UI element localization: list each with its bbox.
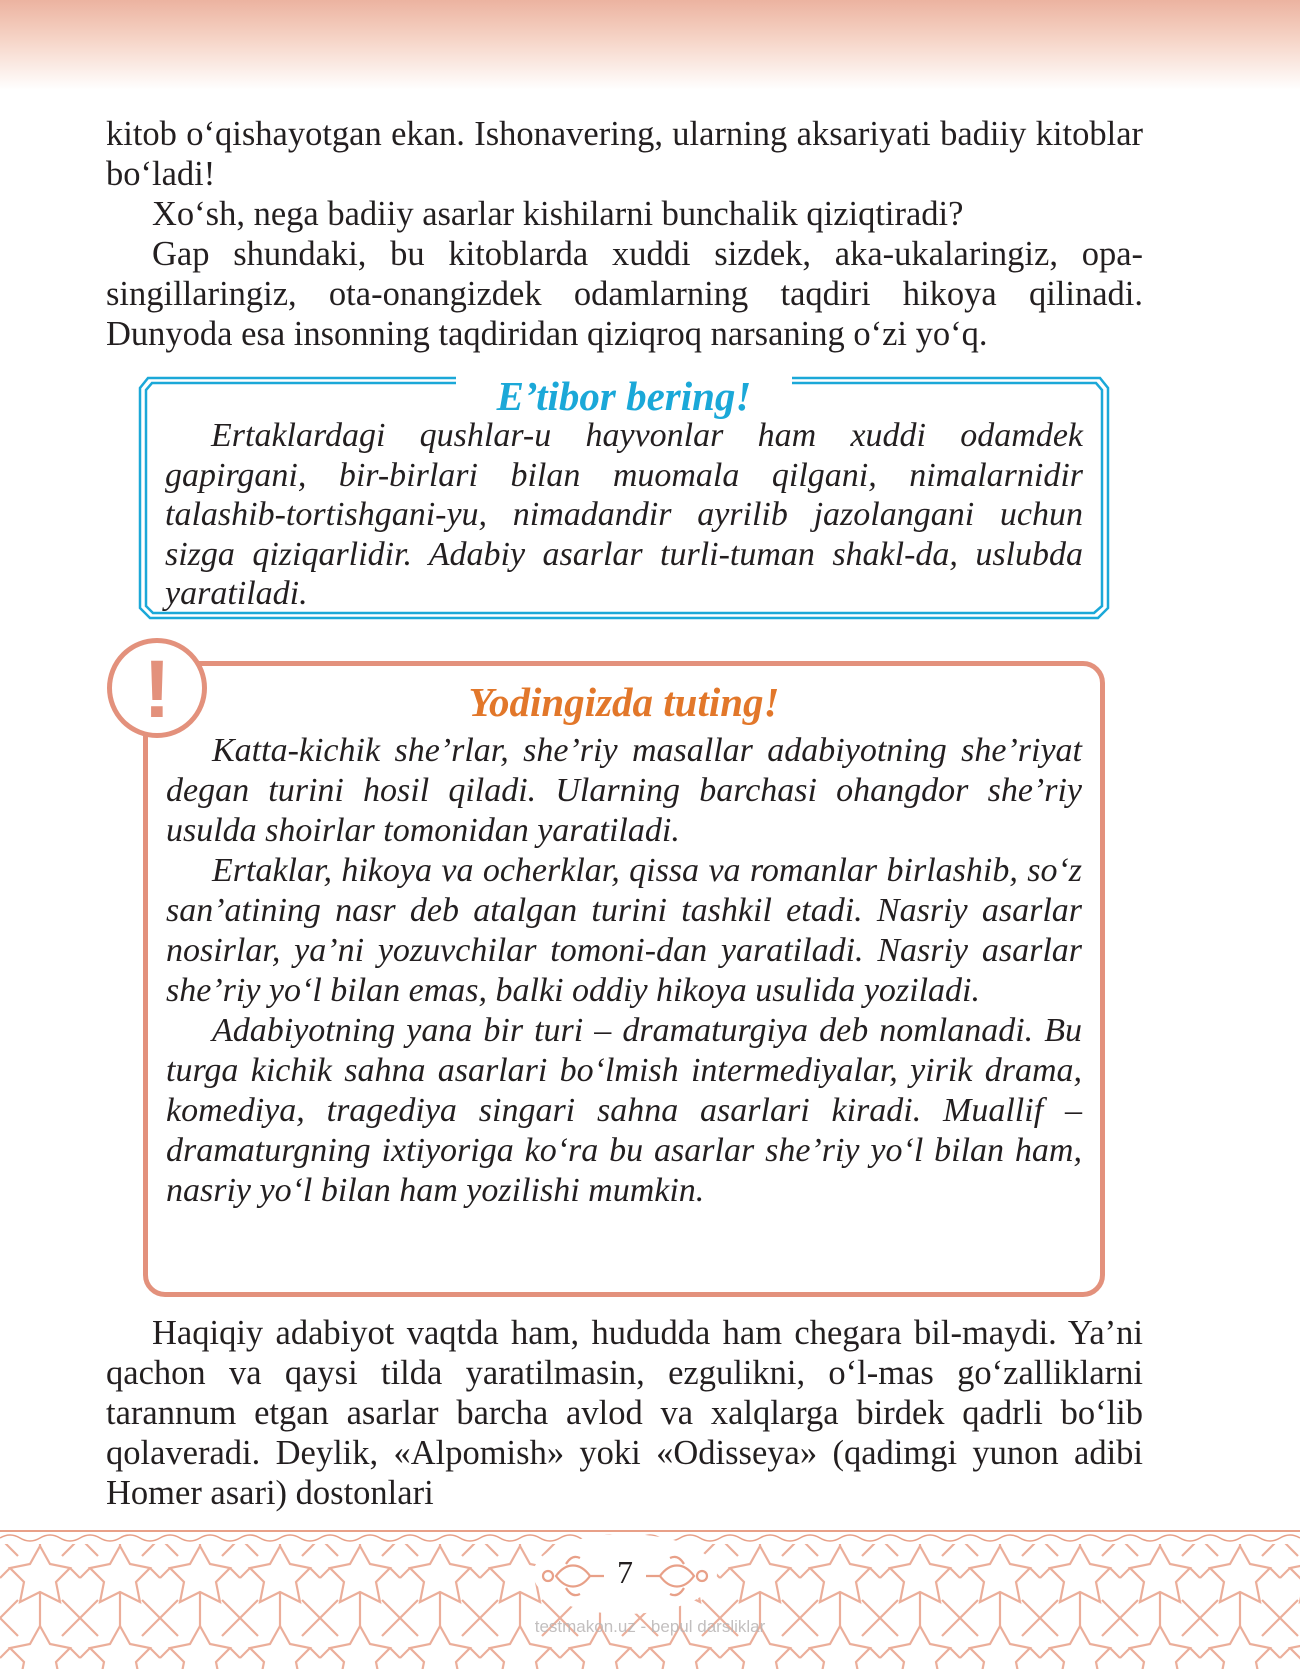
paragraph: kitob o‘qishayotgan ekan. Ishonavering, ularning aksariyati badiiy kitoblar bo‘ladi! [106, 115, 1143, 193]
watermark: testmakon.uz - bepul darsliklar [534, 1617, 766, 1636]
ornament-pattern [0, 1528, 1300, 1669]
paragraph: Gap shundaki, bu kitoblarda xuddi sizdek, aka-ukalaringiz, opa-singillaringiz, ota-onangizdek odamlarning taqdiri hikoya qilinadi. Dunyoda esa insonning taqdiridan qiziqroq narsaning o‘zi yo‘q. [106, 235, 1143, 353]
remember-text [166, 731, 1082, 1211]
paragraph: Xo‘sh, nega badiiy asarlar kishilarni bunchalik qiziqtiradi? [152, 195, 964, 233]
paragraph: Ertaklar, hikoya va ocherklar, qissa va romanlar birlashib, so‘z san’atining nasr deb atalgan turini tashkil etadi. Nasriy asarlar nosirlar, ya’ni yozuvchilar tomoni-dan yaratiladi. Nasriy asarlar she’riy yo‘l bilan emas, balki oddiy hikoya usulida yoziladi. [166, 852, 1082, 1009]
closing-text [106, 1313, 1143, 1513]
header-band [0, 0, 1300, 90]
exclamation-icon: ! [107, 638, 207, 738]
notice-text: Ertaklardagi qushlar-u hayvonlar ham xuddi odamdek gapirgani, bir-birlari bilan muomala qilgani, nimalarnidir talashib-tortishgani-yu, nimadandir ayrilib jazolangani uchun sizga qiziqarlidir. Adabiy asarlar turli-tuman shakl-da, uslubda yaratiladi. [165, 417, 1083, 612]
footer-ornament [0, 1528, 1300, 1669]
paragraph: Haqiqiy adabiyot vaqtda ham, hududda ham chegara bil-maydi. Ya’ni qachon va qaysi tilda yaratilmasin, ezgulikni, o‘l-mas go‘zalliklarni tarannum etgan asarlar barcha avlod va xalqlarga birdek qadrli bo‘lib qolaveradi. Deylik, «Alpomish» yoki «Odisseya» (qadimgi yunon adibi Homer asari) dostonlari [106, 1314, 1143, 1512]
remember-title: Yodingizda tuting! [468, 679, 780, 725]
notice-box [138, 373, 1110, 622]
intro-text [106, 114, 1143, 354]
notice-title: E’tibor bering! [496, 373, 752, 419]
page-number: 7 [617, 1554, 633, 1590]
paragraph: Adabiyotning yana bir turi – dramaturgiya deb nomlanadi. Bu turga kichik sahna asarlari bo‘lmish intermediyalar, yirik drama, komediya, tragediya singari sahna asarlari kiradi. Muallif – dramaturgning ixtiyoriga ko‘ra bu asarlar she’riy yo‘l bilan ham, nasriy yo‘l bilan ham yozilishi mumkin. [166, 1012, 1082, 1209]
paragraph: Katta-kichik she’rlar, she’riy masallar adabiyotning she’riyat degan turini hosil qiladi. Ularning barchasi ohangdor she’riy usulda shoirlar tomonidan yaratiladi. [166, 732, 1082, 849]
